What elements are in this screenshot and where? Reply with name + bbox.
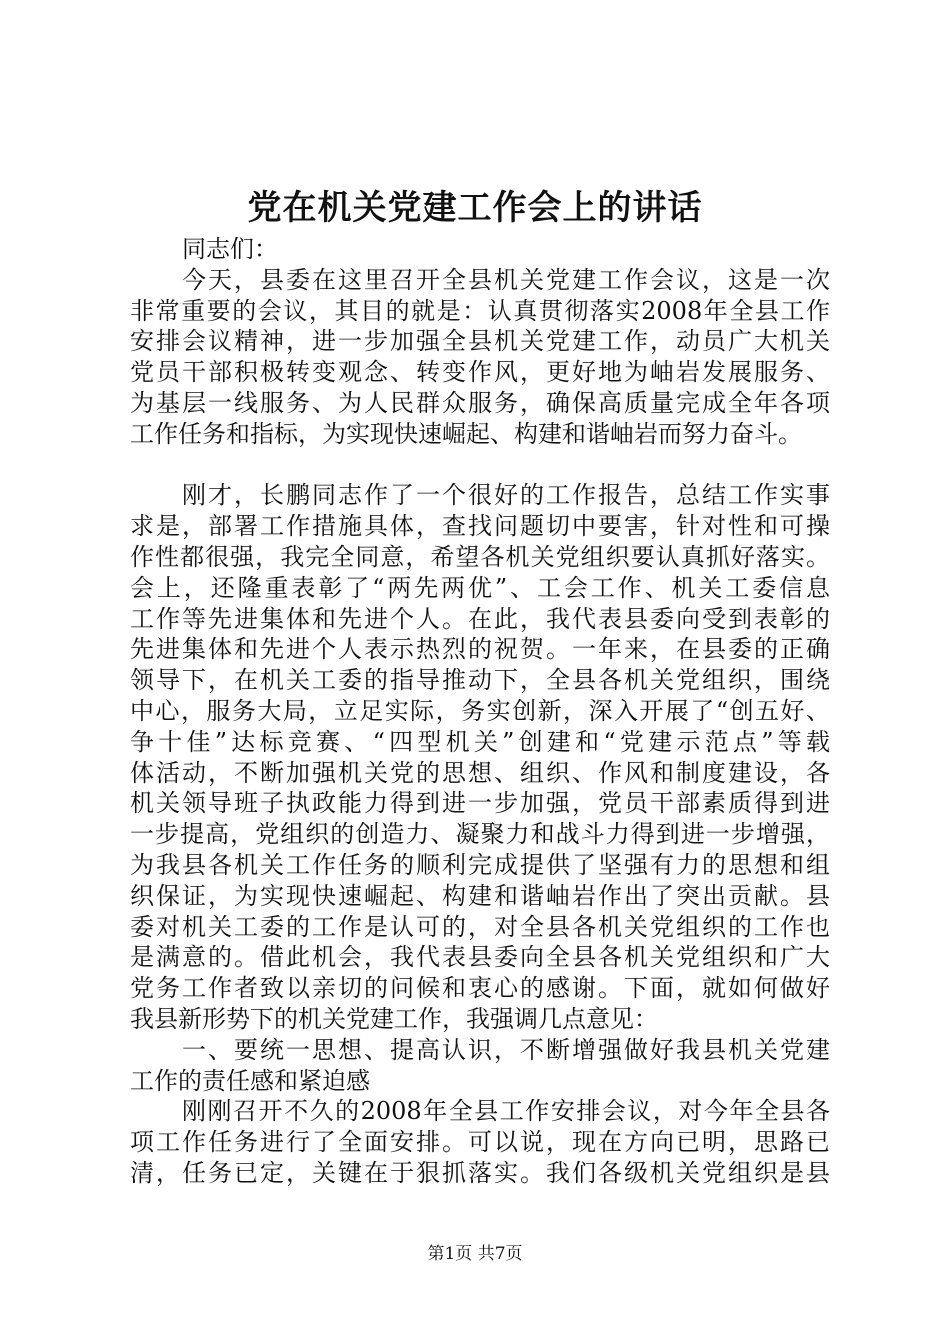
text-line: 清，任务已定，关键在于狠抓落实。我们各级机关党组织是县 xyxy=(130,1158,830,1187)
text-line: 为基层一线服务、为人民群众服务，确保高质量完成全年各项 xyxy=(130,388,830,417)
text-line: 一步提高，党组织的创造力、凝聚力和战斗力得到进一步增强， xyxy=(130,820,830,849)
text-line: 工作等先进集体和先进个人。在此，我代表县委向受到表彰的 xyxy=(130,604,830,633)
text-line: 求是，部署工作措施具体，查找问题切中要害，针对性和可操 xyxy=(130,512,830,541)
text-line: 为我县各机关工作任务的顺利完成提供了坚强有力的思想和组 xyxy=(130,850,830,879)
heading-line: 一、要统一思想、提高认识，不断增强做好我县机关党建 xyxy=(182,1035,830,1064)
text-line: 争十佳”达标竞赛、“四型机关”创建和“党建示范点”等载 xyxy=(130,727,830,756)
text-line: 今天，县委在这里召开全县机关党建工作会议，这是一次 xyxy=(182,265,830,294)
paragraph-gap xyxy=(130,450,830,481)
text-line: 委对机关工委的工作是认可的，对全县各机关党组织的工作也 xyxy=(130,912,830,941)
text-line: 先进集体和先进个人表示热烈的祝贺。一年来，在县委的正确 xyxy=(130,635,830,664)
text-line: 体活动，不断加强机关党的思想、组织、作风和制度建设，各 xyxy=(130,758,830,787)
section-heading-1 xyxy=(130,1035,830,1097)
salutation: 同志们： xyxy=(182,235,278,263)
text-line: 中心，服务大局，立足实际，务实创新，深入开展了“创五好、 xyxy=(130,696,830,725)
text-line: 工作任务和指标，为实现快速崛起、构建和谐岫岩而努力奋斗。 xyxy=(130,419,802,448)
text-line: 机关领导班子执政能力得到进一步加强，党员干部素质得到进 xyxy=(130,789,830,818)
page-number-footer: 第1页 共7页 xyxy=(427,1244,523,1264)
text-line: 织保证，为实现快速崛起、构建和谐岫岩作出了突出贡献。县 xyxy=(130,881,830,910)
paragraph-3 xyxy=(130,1096,830,1188)
text-line: 作性都很强，我完全同意，希望各机关党组织要认真抓好落实。 xyxy=(130,542,830,571)
text-line: 领导下，在机关工委的指导推动下，全县各机关党组织，围绕 xyxy=(130,666,830,695)
paragraph-2 xyxy=(130,480,830,1034)
text-line: 安排会议精神，进一步加强全县机关党建工作，动员广大机关 xyxy=(130,327,830,356)
text-line: 非常重要的会议，其目的就是：认真贯彻落实2008年全县工作 xyxy=(130,296,830,325)
paragraph-1 xyxy=(130,265,830,450)
text-line: 会上，还隆重表彰了“两先两优”、工会工作、机关工委信息 xyxy=(130,573,830,602)
text-line: 我县新形势下的机关党建工作，我强调几点意见： xyxy=(130,1004,658,1033)
text-line: 项工作任务进行了全面安排。可以说，现在方向已明，思路已 xyxy=(130,1128,830,1157)
text-line: 刚刚召开不久的2008年全县工作安排会议，对今年全县各 xyxy=(182,1097,830,1126)
text-line: 是满意的。借此机会，我代表县委向全县各机关党组织和广大 xyxy=(130,943,830,972)
document-title: 党在机关党建工作会上的讲话 xyxy=(247,188,703,228)
text-line: 刚才，长鹏同志作了一个很好的工作报告，总结工作实事 xyxy=(182,481,830,510)
text-line: 党务工作者致以亲切的问候和衷心的感谢。下面，就如何做好 xyxy=(130,974,830,1003)
heading-line: 工作的责任感和紧迫感 xyxy=(130,1066,370,1095)
text-line: 党员干部积极转变观念、转变作风，更好地为岫岩发展服务、 xyxy=(130,358,830,387)
document-body xyxy=(130,234,830,1189)
